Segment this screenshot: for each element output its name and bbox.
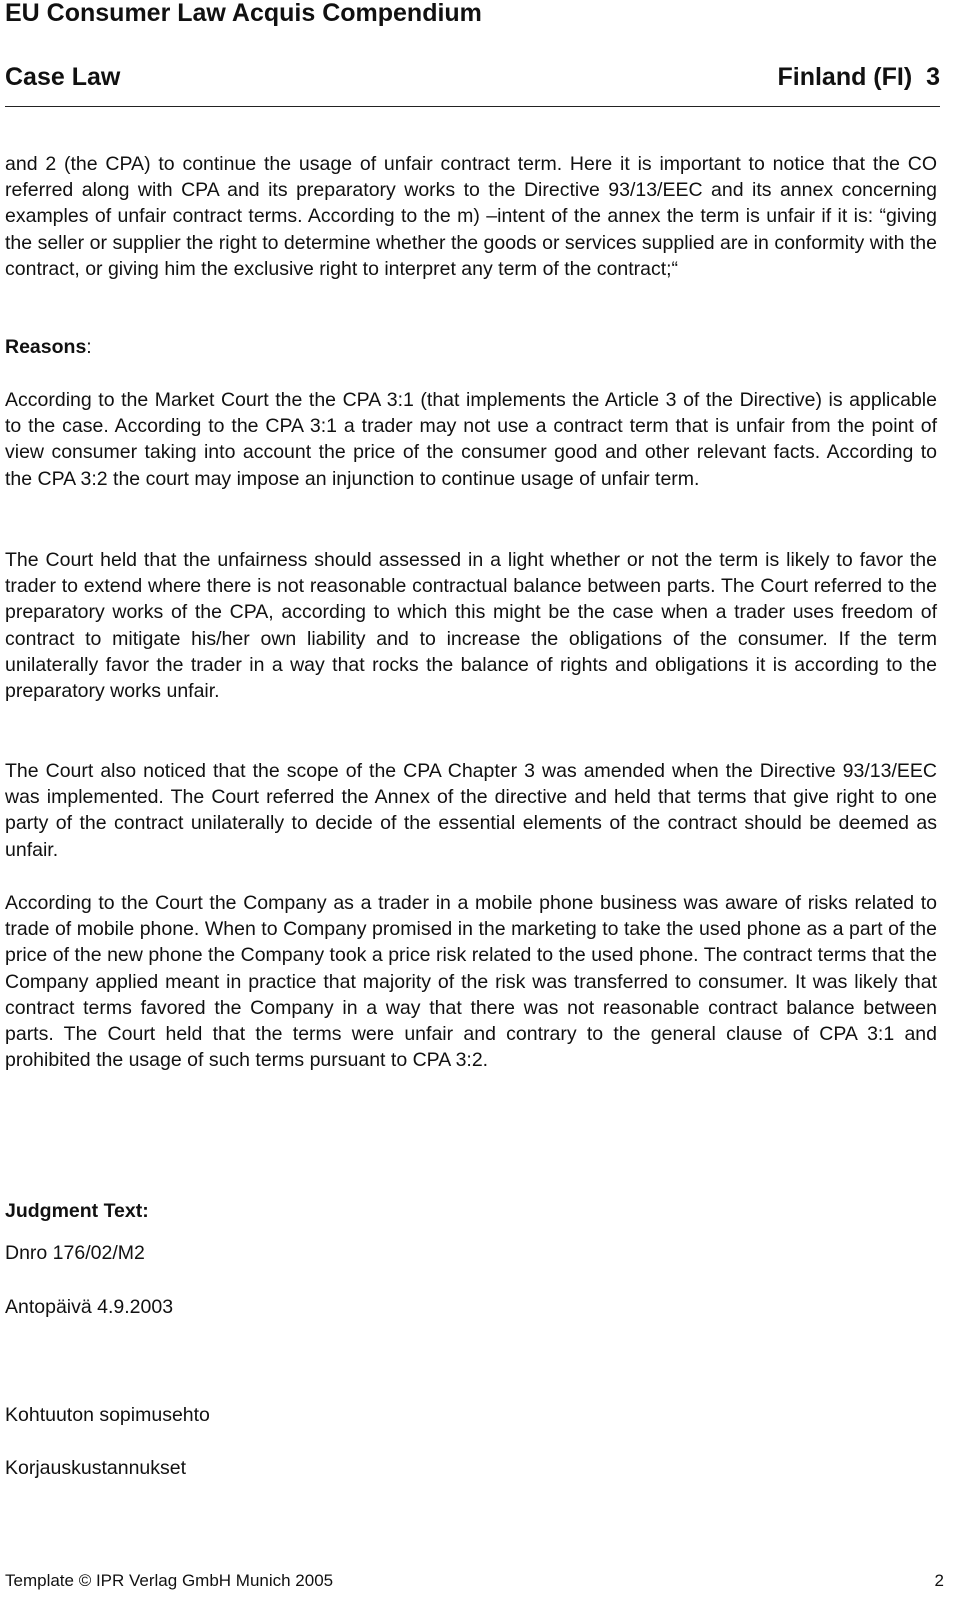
case-number: Dnro 176/02/M2 xyxy=(5,1242,145,1264)
decision-date: Antopäivä 4.9.2003 xyxy=(5,1296,174,1318)
section-header xyxy=(5,63,940,95)
country-chapter xyxy=(777,63,940,92)
page-number: 2 xyxy=(934,1571,944,1590)
footer-template-note: Template © IPR Verlag GmbH Munich 2005 xyxy=(5,1571,334,1590)
section-title: Case Law xyxy=(5,63,121,91)
document-title: EU Consumer Law Acquis Compendium xyxy=(5,0,482,27)
reasons-heading xyxy=(5,336,92,359)
paragraph-reasons: According to the Market Court the the CPA 3:1 (that implements the Article 3 of the Directive) is applicable to the case. According to the CPA 3:1 a trader may not use a contract term that is unfair from the point of view consumer taking into account the price of the consumer good and other relevant facts. According to the CPA 3:2 the court may impose an injunction to continue usage of unfair term. xyxy=(5,389,937,490)
reasons-heading-colon: : xyxy=(86,336,92,358)
header-divider xyxy=(5,106,940,107)
reasons-heading-label: Reasons xyxy=(5,336,87,358)
country-label: Finland (FI) xyxy=(777,63,913,91)
paragraph-scope: The Court also noticed that the scope of the CPA Chapter 3 was amended when the Directive 93/13/EEC was implemented. The Court referred the Annex of the directive and held that terms that give right to one party of the contract unilaterally to decide of the essential elements of the contract should be deemed as unfair. xyxy=(5,760,937,861)
keyword-item: Korjauskustannukset xyxy=(5,1457,187,1479)
paragraph-unfairness: The Court held that the unfairness should assessed in a light whether or not the term is likely to favor the trader to extend where there is not reasonable contractual balance between parts. The Court referred to the preparatory works of the CPA, according to which this might be the case when a trader uses freedom of contract to mitigate his/her own liability and to increase the obligations of the consumer. If the term unilaterally favor the trader in a way that rocks the balance of rights and obligations it is according to the preparatory works unfair. xyxy=(5,549,937,703)
paragraph-continuation: and 2 (the CPA) to continue the usage of unfair contract term. Here it is important to notice that the CO referred along with CPA and its preparatory works to the Directive 93/13/EEC and its annex concerning examples of unfair contract terms. According to the m) –intent of the annex the term is unfair if it is: “giving the seller or supplier the right to determine whether the goods or services supplied are in conformity with the contract, or giving him the exclusive right to interpret any term of the contract;“ xyxy=(5,153,937,280)
keyword-item: Kohtuuton sopimusehto xyxy=(5,1404,210,1426)
paragraph-conclusion: According to the Court the Company as a trader in a mobile phone business was aware of risks related to trade of mobile phone. When to Company promised in the marketing to take the used phone as a part of the price of the new phone the Company took a price risk related to the used phone. The contract terms that the Company applied meant in practice that majority of the risk was transferred to consumer. It was likely that contract terms favored the Company in a way that there was not reasonable contract balance between parts. The Court held that the terms were unfair and contrary to the general clause of CPA 3:1 and prohibited the usage of such terms pursuant to CPA 3:2. xyxy=(5,892,937,1072)
chapter-number: 3 xyxy=(926,63,940,91)
judgment-text-heading: Judgment Text: xyxy=(5,1200,149,1222)
